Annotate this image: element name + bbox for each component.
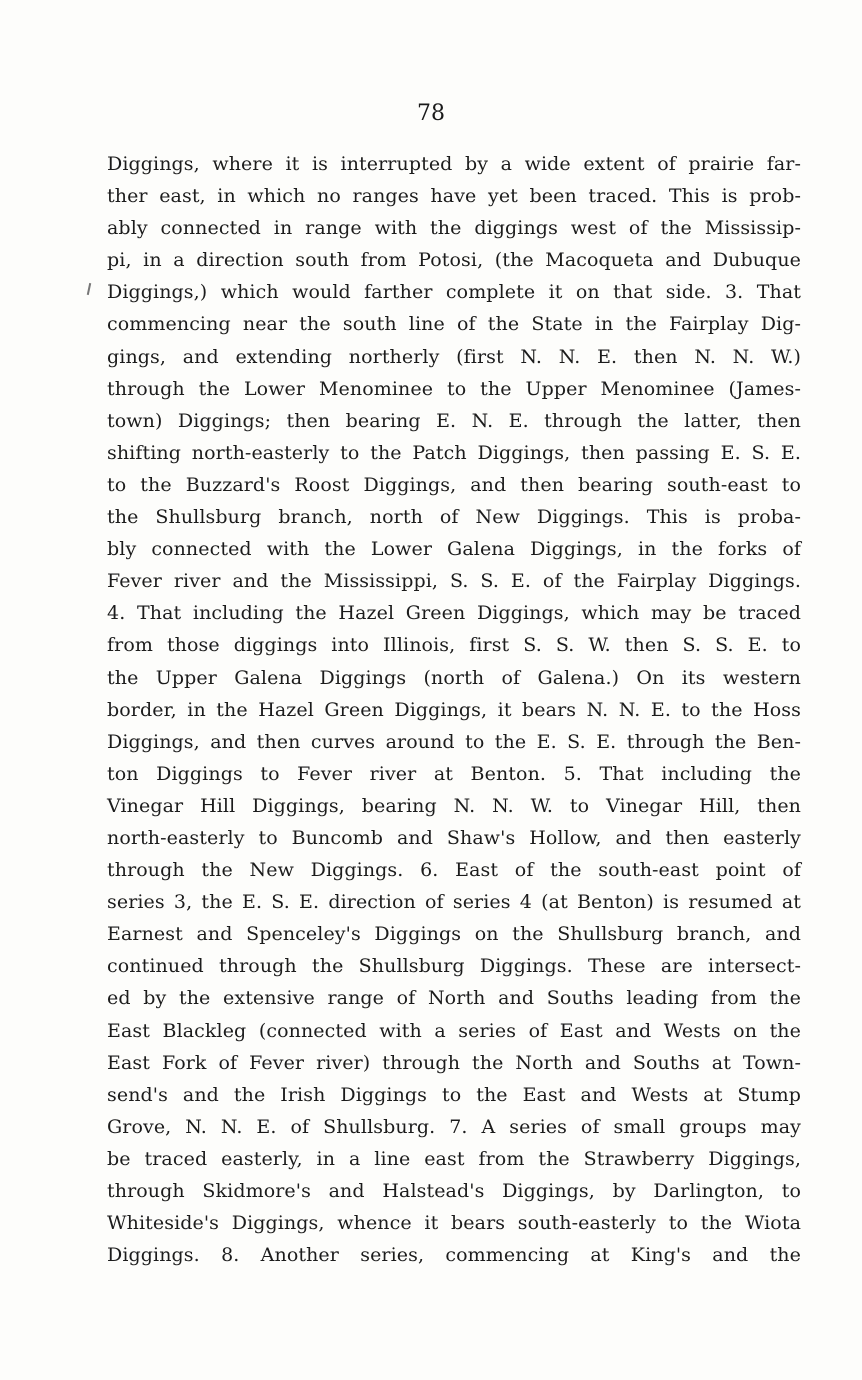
text-line: Earnest and Spenceley's Diggings on the Shullsburg branch, and [107, 923, 801, 946]
text-line: to the Buzzard's Roost Diggings, and then bearing south-east to [107, 473, 801, 496]
text-line: be traced easterly, in a line east from the Strawberry Diggings, [107, 1147, 801, 1170]
text-line: commencing near the south line of the State in the Fairplay Dig- [107, 313, 801, 336]
text-line: 4. That including the Hazel Green Diggings, which may be traced [107, 602, 801, 625]
text-line: ed by the extensive range of North and Souths leading from the [107, 987, 801, 1010]
text-line: through Skidmore's and Halstead's Diggings, by Darlington, to [107, 1180, 801, 1202]
text-line: Diggings, where it is interrupted by a wide extent of prairie far- [107, 153, 801, 175]
text-line: ton Diggings to Fever river at Benton. 5. That including the [107, 762, 801, 785]
text-line: ably connected in range with the diggings west of the Mississip- [107, 217, 801, 240]
text-line: pi, in a direction south from Potosi, (the Macoqueta and Dubuque [107, 249, 801, 272]
text-line: East Blackleg (connected with a series of East and Wests on the [107, 1019, 801, 1042]
text-line: Fever river and the Mississippi, S. S. E. of the Fairplay Diggings. [107, 570, 801, 593]
text-line: shifting north-easterly to the Patch Diggings, then passing E. S. E. [107, 441, 801, 464]
stray-ink-mark [87, 283, 91, 295]
text-line: Whiteside's Diggings, whence it bears south-easterly to the Wiota [107, 1212, 801, 1235]
text-line: north-easterly to Buncomb and Shaw's Hollow, and then easterly [107, 826, 801, 849]
text-line: Diggings. 8. Another series, commencing at King's and the [107, 1244, 801, 1267]
text-line: East Fork of Fever river) through the North and Souths at Town- [107, 1051, 801, 1074]
text-line: ther east, in which no ranges have yet been traced. This is prob- [107, 185, 801, 208]
text-line: town) Diggings; then bearing E. N. E. through the latter, then [107, 409, 801, 432]
text-line: send's and the Irish Diggings to the East and Wests at Stump [107, 1083, 801, 1106]
text-line: through the New Diggings. 6. East of the south-east point of [107, 859, 801, 882]
text-line: Grove, N. N. E. of Shullsburg. 7. A series of small groups may [107, 1115, 801, 1138]
text-line: the Upper Galena Diggings (north of Galena.) On its western [107, 666, 801, 689]
text-line: Diggings,) which would farther complete it on that side. 3. That [107, 281, 801, 304]
text-line: from those diggings into Illinois, first S. S. W. then S. S. E. to [107, 634, 801, 657]
page-number: 78 [417, 101, 445, 126]
text-line: series 3, the E. S. E. direction of series 4 (at Benton) is resumed at [107, 891, 801, 914]
text-line: Vinegar Hill Diggings, bearing N. N. W. to Vinegar Hill, then [107, 794, 801, 817]
text-line: the Shullsburg branch, north of New Diggings. This is proba- [107, 506, 801, 529]
text-line: continued through the Shullsburg Diggings. These are intersect- [107, 955, 801, 978]
text-line: gings, and extending northerly (first N. N. E. then N. N. W.) [107, 345, 801, 368]
text-line: border, in the Hazel Green Diggings, it bears N. N. E. to the Hoss [107, 698, 801, 721]
text-line: Diggings, and then curves around to the E. S. E. through the Ben- [107, 730, 801, 753]
text-line: bly connected with the Lower Galena Diggings, in the forks of [107, 538, 801, 561]
text-line: through the Lower Menominee to the Upper Menominee (James- [107, 377, 801, 400]
body-text [107, 148, 801, 1271]
